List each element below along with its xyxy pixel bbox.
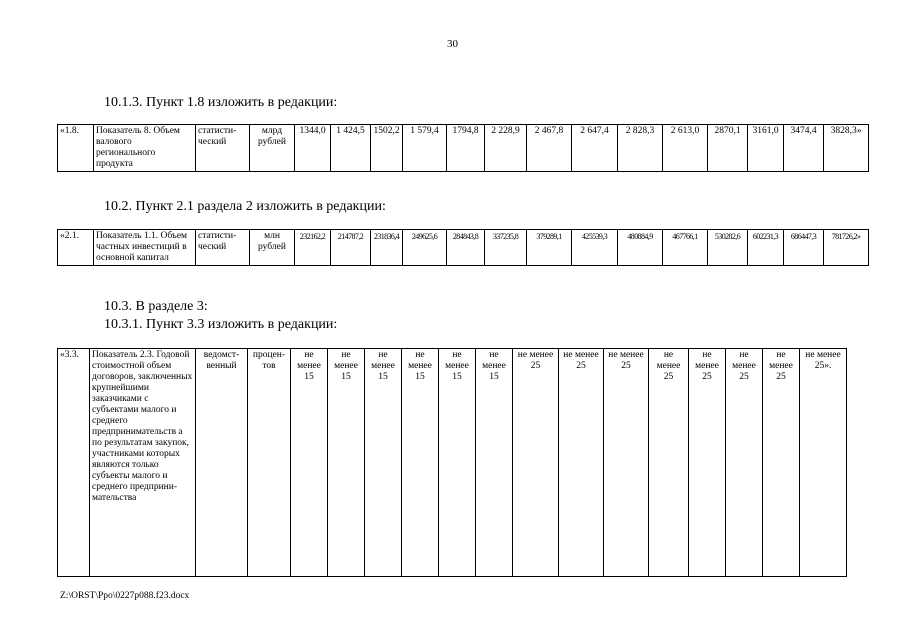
section-1-heading: 10.1.3. Пункт 1.8 изложить в редакции: — [104, 95, 338, 110]
value-cell: 249625,6 — [403, 230, 447, 266]
value-cell: 3828,3» — [824, 125, 869, 172]
value-cell: 602231,3 — [748, 230, 784, 266]
value-cell: 425539,3 — [572, 230, 618, 266]
value-cell: не менее 15 — [328, 349, 365, 577]
value-cell: 2870,1 — [708, 125, 748, 172]
page-number: 30 — [447, 38, 458, 50]
value-cell: 232162,2 — [295, 230, 331, 266]
table-row — [58, 230, 869, 266]
section-3-1-heading: 10.3.1. Пункт 3.3 изложить в редакции: — [104, 317, 338, 332]
data-source: статисти-ческий — [196, 230, 250, 266]
value-cell: 2 647,4 — [572, 125, 618, 172]
value-cell: 2 228,9 — [485, 125, 527, 172]
unit: млн рублей — [250, 230, 295, 266]
value-cell: 284843,8 — [447, 230, 485, 266]
value-cell: 3161,0 — [748, 125, 784, 172]
value-cell: 2 828,3 — [618, 125, 663, 172]
row-number: «2.1. — [58, 230, 94, 266]
value-cell: 1502,2 — [371, 125, 403, 172]
value-cell: не менее 25 — [513, 349, 559, 577]
value-cell: 2 613,0 — [663, 125, 708, 172]
data-source: статисти-ческий — [196, 125, 250, 172]
indicator-name: Показатель 2.3. Годовой стоимостной объем договоров, заключенных крупнейшими заказчиками с субъектами малого и среднего предпринимательств а по результатам закупок, участниками которых являются только субъекты малого и среднего предприни-мательства — [90, 349, 196, 577]
value-cell: 1794,8 — [447, 125, 485, 172]
value-cell: 480884,9 — [618, 230, 663, 266]
unit: млрд рублей — [250, 125, 295, 172]
value-cell: 2 467,8 — [527, 125, 572, 172]
value-cell: 379289,1 — [527, 230, 572, 266]
value-cell: не менее 25 — [726, 349, 763, 577]
value-cell: 781726,2» — [824, 230, 869, 266]
data-source: ведомст-венный — [196, 349, 248, 577]
value-cell: 231836,4 — [371, 230, 403, 266]
value-cell: не менее 25 — [649, 349, 689, 577]
value-cell: 1 579,4 — [403, 125, 447, 172]
footer-file-path: Z:\ORST\Ppo\0227p088.f23.docx — [60, 591, 190, 601]
value-cell: 530282,6 — [708, 230, 748, 266]
value-cell: не менее 25 — [604, 349, 649, 577]
value-cell: 214787,2 — [331, 230, 371, 266]
value-cell: не менее 15 — [476, 349, 513, 577]
unit: процен-тов — [248, 349, 291, 577]
value-cell: 337235,8 — [485, 230, 527, 266]
value-cell: не менее 15 — [439, 349, 476, 577]
value-cell: не менее 25 — [559, 349, 604, 577]
value-cell: не менее 25 — [689, 349, 726, 577]
value-cell: не менее 25». — [800, 349, 847, 577]
table-sme-procurement — [57, 348, 847, 577]
row-number: «1.8. — [58, 125, 94, 172]
value-cell: 1344,0 — [295, 125, 331, 172]
table-private-investment — [57, 229, 869, 266]
value-cell: не менее 25 — [763, 349, 800, 577]
indicator-name: Показатель 8. Объем валового регионального продукта — [94, 125, 196, 172]
value-cell: не менее 15 — [402, 349, 439, 577]
value-cell: не менее 15 — [291, 349, 328, 577]
value-cell: 467766,1 — [663, 230, 708, 266]
value-cell: 3474,4 — [784, 125, 824, 172]
value-cell: не менее 15 — [365, 349, 402, 577]
value-cell: 686447,3 — [784, 230, 824, 266]
value-cell: 1 424,5 — [331, 125, 371, 172]
row-number: «3.3. — [58, 349, 90, 577]
table-indicator-grp — [57, 124, 869, 172]
table-row — [58, 349, 847, 577]
section-3-heading: 10.3. В разделе 3: — [104, 299, 208, 314]
indicator-name: Показатель 1.1. Объем частных инвестиций в основной капитал — [94, 230, 196, 266]
table-row — [58, 125, 869, 172]
section-2-heading: 10.2. Пункт 2.1 раздела 2 изложить в редакции: — [104, 199, 386, 214]
